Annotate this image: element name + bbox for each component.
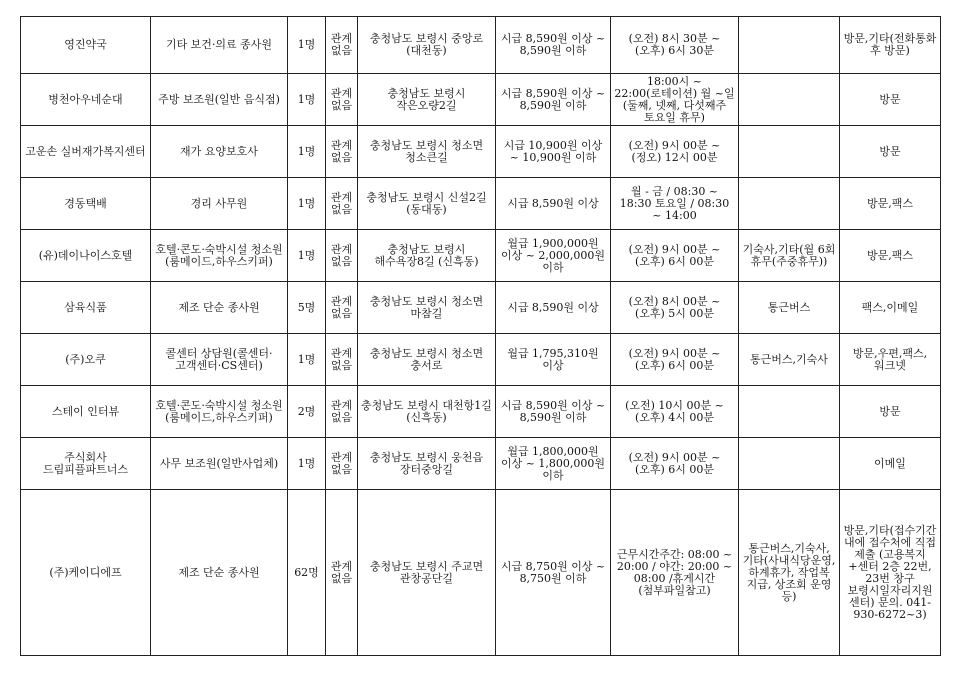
apply-method-cell: 이메일 [840, 438, 941, 490]
work-location-cell: 충청남도 보령시 주교면 관창공단길 [358, 490, 496, 656]
wage-cell: 월급 1,795,310원 이상 [496, 334, 611, 386]
wage-cell: 시급 8,590원 이상 [496, 178, 611, 230]
job-title-cell: 제조 단순 종사원 [151, 490, 288, 656]
hire-count-cell: 1명 [288, 334, 326, 386]
table-row [21, 386, 941, 438]
work-location-cell: 충청남도 보령시 청소면 청소큰길 [358, 126, 496, 178]
work-hours-cell: 18:00시 ~ 22:00(로테이션) 월 ~일(둘째, 넷째, 다섯째주 토요일 휴무) [611, 74, 739, 126]
work-hours-cell: (오전) 9시 00분 ~ (오후) 6시 00분 [611, 438, 739, 490]
education-cell: 관계 없음 [326, 386, 358, 438]
work-location-cell: 충청남도 보령시 청소면 충서로 [358, 334, 496, 386]
apply-method-cell: 팩스,이메일 [840, 282, 941, 334]
wage-cell: 시급 10,900원 이상 ~ 10,900원 이하 [496, 126, 611, 178]
education-cell: 관계 없음 [326, 230, 358, 282]
education-cell: 관계 없음 [326, 74, 358, 126]
apply-method-cell: 방문,기타(접수기간 내에 접수처에 직접 제출 (고용복지+센터 2층 22번, 23번 창구 보령시일자리지원센터) 문의. 041-930-6272~3) [840, 490, 941, 656]
table-row [21, 334, 941, 386]
wage-cell: 시급 8,750원 이상 ~ 8,750원 이하 [496, 490, 611, 656]
benefits-cell: 통근버스,기숙사,기타(사내식당운영, 하계휴가, 작업복 지급, 상조회 운영 등) [739, 490, 840, 656]
job-title-cell: 사무 보조원(일반사업체) [151, 438, 288, 490]
apply-method-cell: 방문,팩스 [840, 230, 941, 282]
benefits-cell [739, 74, 840, 126]
table-row [21, 74, 941, 126]
job-title-cell: 재가 요양보호사 [151, 126, 288, 178]
work-location-cell: 충청남도 보령시 웅천읍 장터중앙길 [358, 438, 496, 490]
work-hours-cell: (오전) 9시 00분 ~ (오후) 6시 00분 [611, 230, 739, 282]
job-listing-table [20, 16, 941, 656]
company-name-cell: 주식회사 드림피플파트너스 [21, 438, 151, 490]
job-title-cell: 제조 단순 종사원 [151, 282, 288, 334]
job-title-cell: 경리 사무원 [151, 178, 288, 230]
work-hours-cell: (오전) 8시 00분 ~ (오후) 5시 00분 [611, 282, 739, 334]
education-cell: 관계 없음 [326, 178, 358, 230]
table-row [21, 230, 941, 282]
job-title-cell: 주방 보조원(일반 음식점) [151, 74, 288, 126]
hire-count-cell: 62명 [288, 490, 326, 656]
benefits-cell [739, 17, 840, 74]
education-cell: 관계 없음 [326, 126, 358, 178]
education-cell: 관계 없음 [326, 282, 358, 334]
benefits-cell: 기숙사,기타(월 6회 휴무(주중휴무)) [739, 230, 840, 282]
table-body [21, 17, 941, 656]
job-title-cell: 호텔·콘도·숙박시설 청소원(룸메이드,하우스키퍼) [151, 230, 288, 282]
hire-count-cell: 1명 [288, 126, 326, 178]
work-hours-cell: (오전) 9시 00분 ~ (오후) 6시 00분 [611, 334, 739, 386]
wage-cell: 시급 8,590원 이상 ~ 8,590원 이하 [496, 386, 611, 438]
work-location-cell: 충청남도 보령시 작은오량2길 [358, 74, 496, 126]
hire-count-cell: 1명 [288, 230, 326, 282]
company-name-cell: (유)데이나이스호텔 [21, 230, 151, 282]
apply-method-cell: 방문 [840, 74, 941, 126]
table-row [21, 178, 941, 230]
work-hours-cell: 근무시간주간: 08:00 ~ 20:00 / 야간: 20:00 ~ 08:00 /휴게시간(첨부파일참고) [611, 490, 739, 656]
job-title-cell: 콜센터 상담원(콜센터·고객센터·CS센터) [151, 334, 288, 386]
table-row [21, 490, 941, 656]
work-location-cell: 충청남도 보령시 해수욕장8길 (신흑동) [358, 230, 496, 282]
hire-count-cell: 1명 [288, 17, 326, 74]
table-row [21, 126, 941, 178]
benefits-cell [739, 126, 840, 178]
company-name-cell: 경동택배 [21, 178, 151, 230]
hire-count-cell: 1명 [288, 74, 326, 126]
benefits-cell [739, 178, 840, 230]
apply-method-cell: 방문,기타(전화통화 후 방문) [840, 17, 941, 74]
work-location-cell: 충청남도 보령시 청소면 마참길 [358, 282, 496, 334]
company-name-cell: 영진약국 [21, 17, 151, 74]
hire-count-cell: 1명 [288, 178, 326, 230]
table-row [21, 438, 941, 490]
apply-method-cell: 방문 [840, 126, 941, 178]
job-title-cell: 호텔·콘도·숙박시설 청소원(룸메이드,하우스키퍼) [151, 386, 288, 438]
benefits-cell [739, 438, 840, 490]
work-hours-cell: (오전) 10시 00분 ~ (오후) 4시 00분 [611, 386, 739, 438]
work-location-cell: 충청남도 보령시 중앙로 (대천동) [358, 17, 496, 74]
education-cell: 관계 없음 [326, 438, 358, 490]
wage-cell: 월급 1,800,000원 이상 ~ 1,800,000원 이하 [496, 438, 611, 490]
company-name-cell: 고운손 실버재가복지센터 [21, 126, 151, 178]
education-cell: 관계 없음 [326, 17, 358, 74]
table-row [21, 282, 941, 334]
company-name-cell: (주)오쿠 [21, 334, 151, 386]
hire-count-cell: 2명 [288, 386, 326, 438]
hire-count-cell: 5명 [288, 282, 326, 334]
hire-count-cell: 1명 [288, 438, 326, 490]
benefits-cell [739, 386, 840, 438]
work-hours-cell: (오전) 9시 00분 ~ (정오) 12시 00분 [611, 126, 739, 178]
education-cell: 관계 없음 [326, 490, 358, 656]
apply-method-cell: 방문,팩스 [840, 178, 941, 230]
benefits-cell: 통근버스 [739, 282, 840, 334]
company-name-cell: 병천아우네순대 [21, 74, 151, 126]
work-location-cell: 충청남도 보령시 신설2길 (동대동) [358, 178, 496, 230]
table-row [21, 17, 941, 74]
apply-method-cell: 방문 [840, 386, 941, 438]
apply-method-cell: 방문,우편,팩스,워크넷 [840, 334, 941, 386]
company-name-cell: 삼육식품 [21, 282, 151, 334]
benefits-cell: 통근버스,기숙사 [739, 334, 840, 386]
wage-cell: 시급 8,590원 이상 ~ 8,590원 이하 [496, 74, 611, 126]
job-title-cell: 기타 보건·의료 종사원 [151, 17, 288, 74]
wage-cell: 시급 8,590원 이상 [496, 282, 611, 334]
company-name-cell: 스테이 인터뷰 [21, 386, 151, 438]
company-name-cell: (주)케이디에프 [21, 490, 151, 656]
work-hours-cell: (오전) 8시 30분 ~ (오후) 6시 30분 [611, 17, 739, 74]
wage-cell: 월급 1,900,000원 이상 ~ 2,000,000원 이하 [496, 230, 611, 282]
wage-cell: 시급 8,590원 이상 ~ 8,590원 이하 [496, 17, 611, 74]
work-location-cell: 충청남도 보령시 대천항1길 (신흑동) [358, 386, 496, 438]
education-cell: 관계 없음 [326, 334, 358, 386]
work-hours-cell: 월 - 금 / 08:30 ~ 18:30 토요일 / 08:30 ~ 14:00 [611, 178, 739, 230]
